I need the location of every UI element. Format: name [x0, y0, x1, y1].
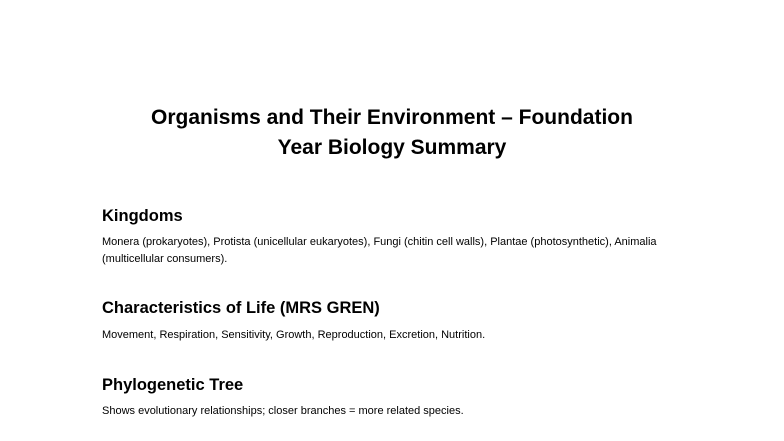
page-title [0, 103, 784, 163]
page-title-line-1: Organisms and Their Environment – Foundation [151, 106, 633, 129]
section-heading-kingdoms: Kingdoms [102, 207, 183, 225]
section-body-phylogenetic-tree: Shows evolutionary relationships; closer branches = more related species. [102, 405, 464, 417]
page-title-line-2: Year Biology Summary [277, 136, 507, 159]
section-body-characteristics-of-life: Movement, Respiration, Sensitivity, Growth, Reproduction, Excretion, Nutrition. [102, 329, 486, 341]
section-body-kingdoms: Monera (prokaryotes), Protista (unicellular eukaryotes), Fungi (chitin cell walls), Plantae (photosynthetic), Animalia (multicellular consumers). [102, 236, 657, 265]
section-heading-phylogenetic-tree: Phylogenetic Tree [102, 376, 244, 394]
section-heading-characteristics-of-life: Characteristics of Life (MRS GREN) [102, 299, 380, 317]
